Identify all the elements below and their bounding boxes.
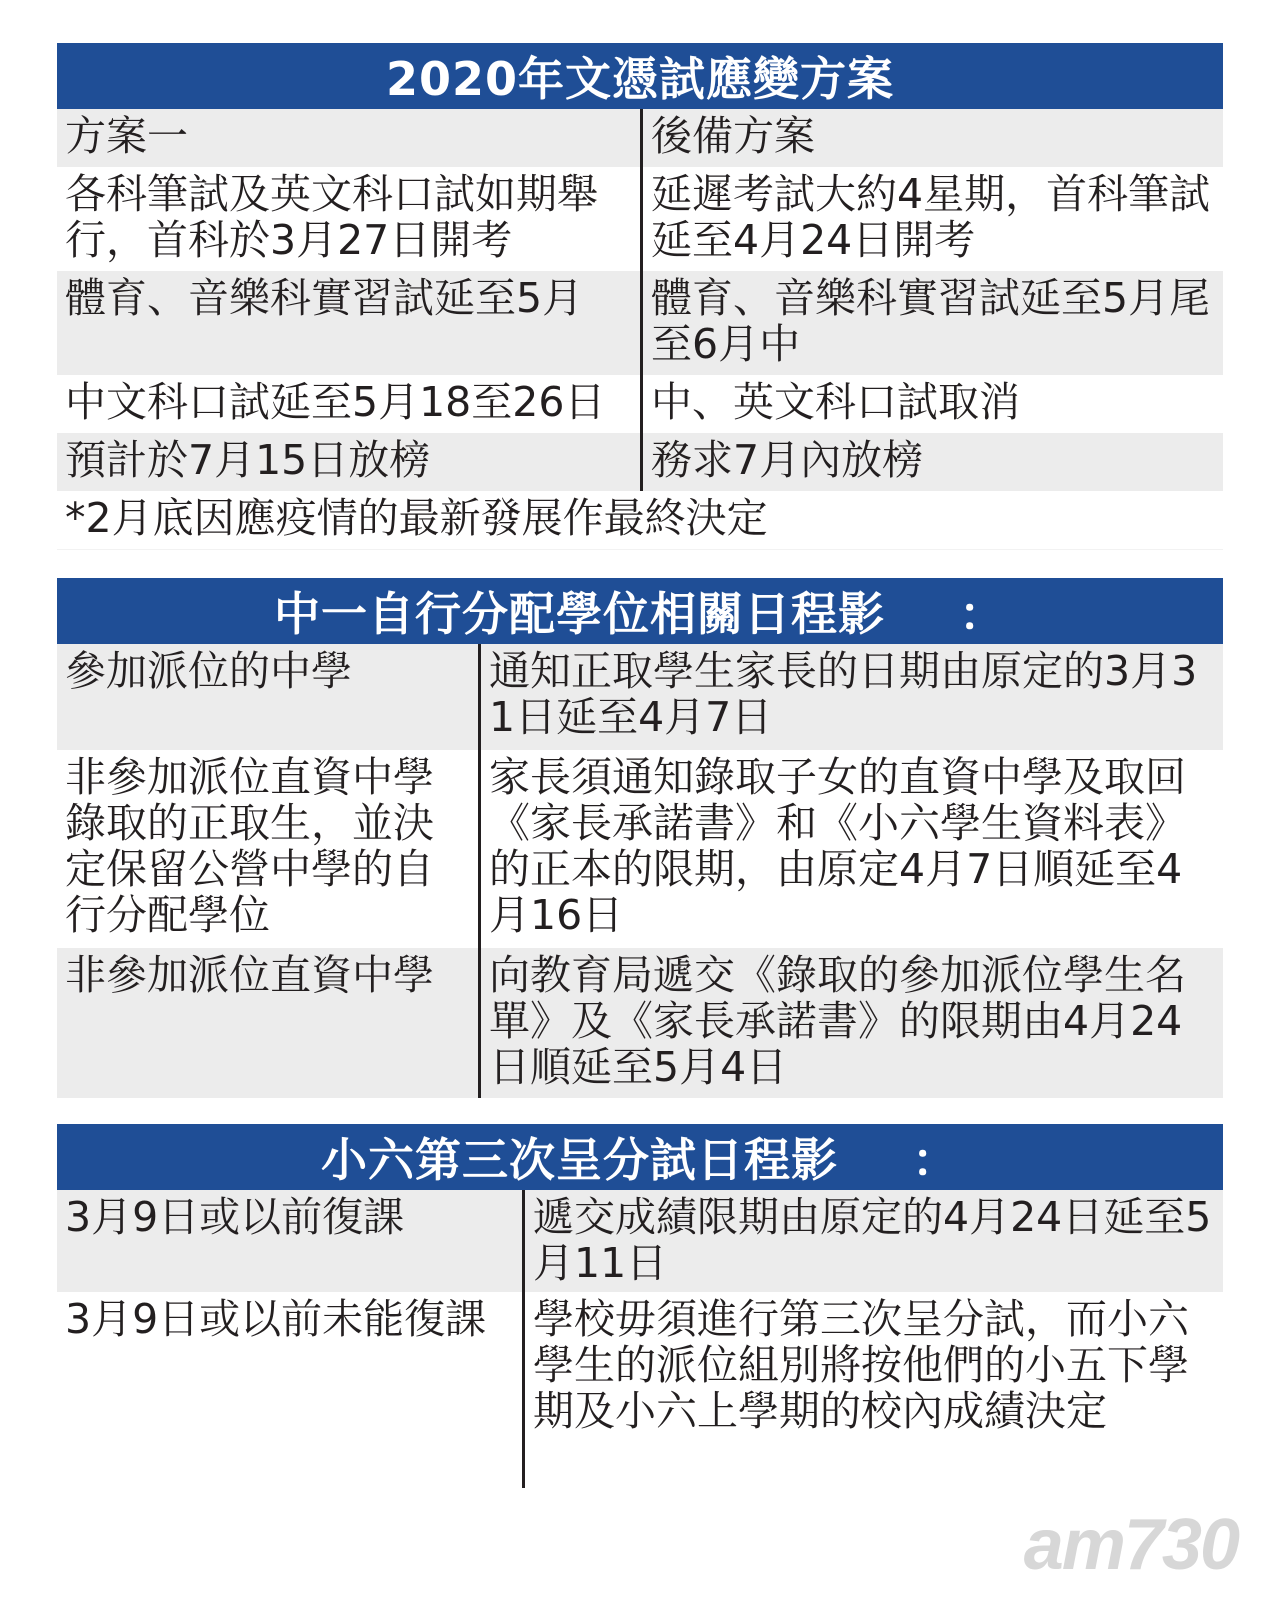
plan-one-cell: 體育、音樂科實習試延至5月 <box>57 271 643 375</box>
category-cell: 3月9日或以前未能復課 <box>57 1292 525 1488</box>
arrangement-cell: 家長須通知錄取子女的直資中學及取回《家長承諾書》和《小六學生資料表》的正本的限期，由原定4月7日順延至4月16日 <box>489 753 1186 939</box>
allocation-table-title <box>57 578 1223 644</box>
backup-plan-header: 後備方案 <box>651 112 815 160</box>
table-note-row <box>57 491 1223 549</box>
arrangement-cell: 遞交成績限期由原定的4月24日延至5月11日 <box>533 1193 1212 1287</box>
table-row <box>57 433 1223 491</box>
p6-assessment-table <box>57 1124 1223 1488</box>
table-header-row <box>57 109 1223 167</box>
table-note: *2月底因應疫情的最新發展作最終決定 <box>65 494 768 542</box>
category-cell: 非參加派位直資中學錄取的正取生，並決定保留公營中學的自行分配學位 <box>57 750 481 948</box>
dse-contingency-table <box>57 43 1223 549</box>
table-row <box>57 644 1223 750</box>
p6-table-title-colon: ： <box>912 1133 959 1187</box>
table-row <box>57 167 1223 271</box>
dse-table-title-text: 2020年文憑試應變方案 <box>385 52 895 106</box>
plan-one-cell: 中文科口試延至5月18至26日 <box>57 375 643 433</box>
table-row <box>57 1190 1223 1292</box>
arrangement-cell: 向教育局遞交《錄取的參加派位學生名單》及《家長承諾書》的限期由4月24日順延至5月4日 <box>489 951 1186 1091</box>
table-row <box>57 271 1223 375</box>
p6-table-title <box>57 1124 1223 1190</box>
category-cell: 參加派位的中學 <box>57 644 481 750</box>
backup-plan-cell: 中、英文科口試取消 <box>651 378 1020 426</box>
backup-plan-cell: 務求7月內放榜 <box>651 436 924 484</box>
allocation-table-title-text: 中一自行分配學位相關日程影 <box>274 587 885 641</box>
backup-plan-cell: 體育、音樂科實習試延至5月尾至6月中 <box>651 274 1211 368</box>
table-row <box>57 948 1223 1098</box>
arrangement-cell: 學校毋須進行第三次呈分試，而小六學生的派位組別將按他們的小五下學期及小六上學期的校內成績決定 <box>533 1295 1189 1435</box>
p6-table-title-text: 小六第三次呈分試日程影 <box>321 1133 838 1187</box>
plan-one-cell: 預計於7月15日放榜 <box>57 433 643 491</box>
table-row <box>57 375 1223 433</box>
category-cell: 3月9日或以前復課 <box>57 1190 525 1292</box>
secondary-allocation-table <box>57 578 1223 1098</box>
backup-plan-cell: 延遲考試大約4星期，首科筆試延至4月24日開考 <box>651 170 1211 264</box>
table-row <box>57 750 1223 948</box>
plan-one-header: 方案一 <box>57 109 643 167</box>
table-row <box>57 1292 1223 1488</box>
dse-table-title <box>57 43 1223 109</box>
arrangement-cell: 通知正取學生家長的日期由原定的3月31日延至4月7日 <box>489 647 1198 741</box>
category-cell: 非參加派位直資中學 <box>57 948 481 1098</box>
am730-watermark-logo: am730 <box>1023 1505 1238 1585</box>
plan-one-cell: 各科筆試及英文科口試如期舉行，首科於3月27日開考 <box>57 167 643 271</box>
allocation-table-title-colon: ： <box>959 587 1006 641</box>
